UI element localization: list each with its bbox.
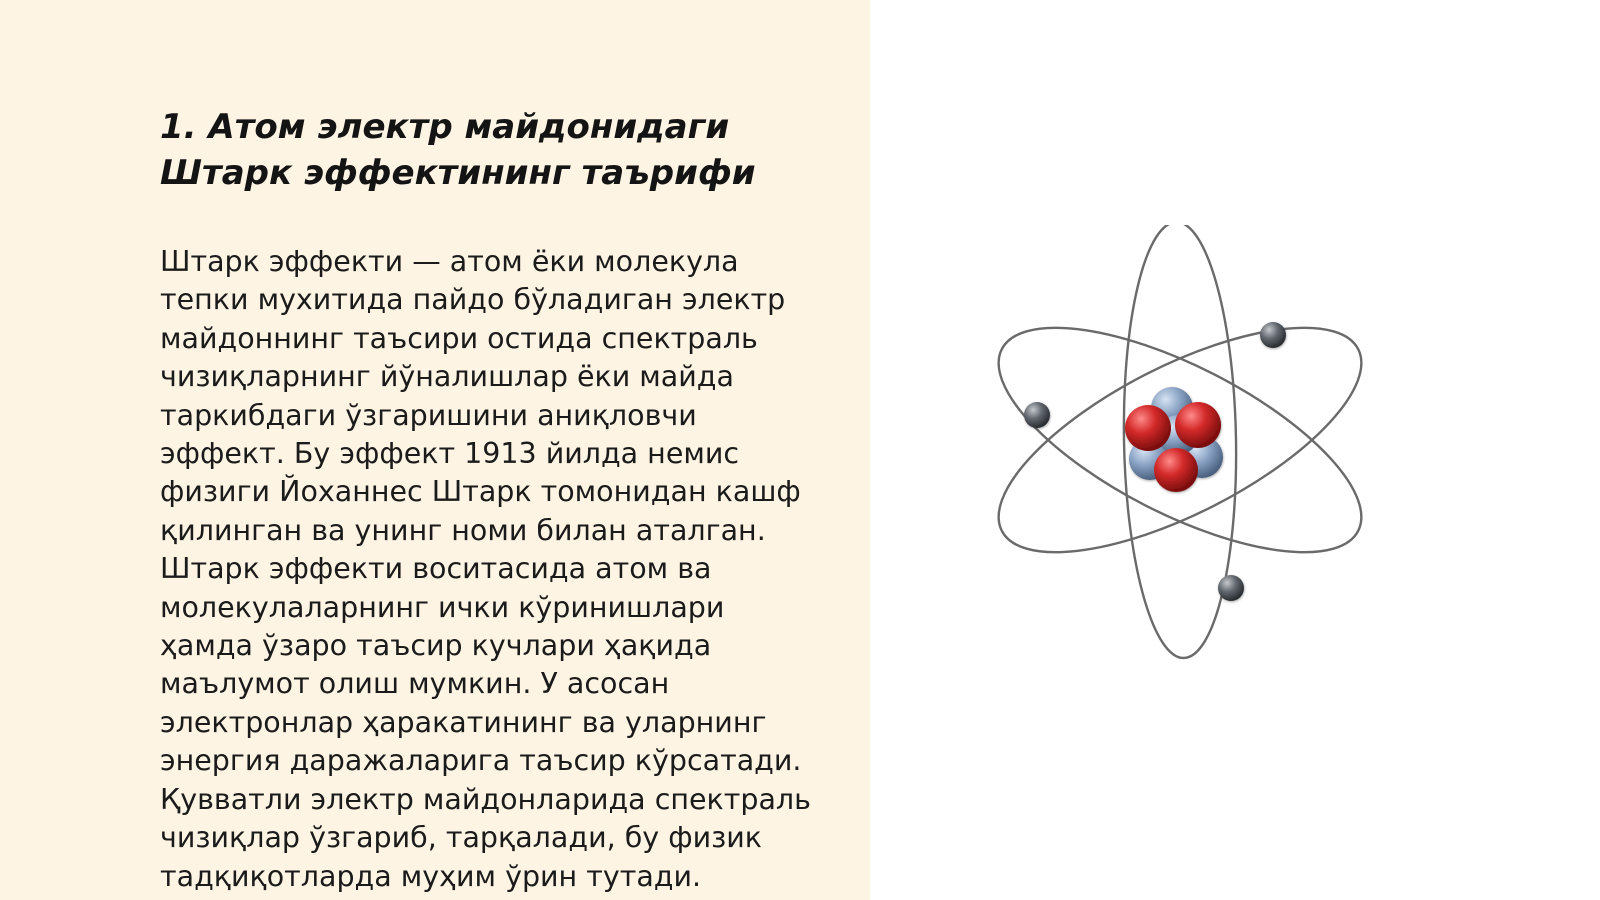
slide-title: 1. Атом электр майдонидаги Штарк эффектининг таърифи	[160, 107, 756, 193]
proton	[1125, 405, 1171, 451]
electron	[1260, 322, 1286, 348]
atom-model-icon	[990, 225, 1390, 675]
proton	[1154, 448, 1198, 492]
slide-body-text: Штарк эффекти — атом ёки молекула тепки мухитида пайдо бўладиган электр майдоннинг таъсири остида спектраль чизиқларнинг йўналишлар ёки майда таркибдаги ўзгаришини аниқловчи эффект. Бу эффект 1913 йилда немис физиги Йоханнес Штарк томонидан кашф қилинган ва унинг номи билан аталган. Штарк эффекти воситасида атом ва молекулаларнинг ички кўринишлари ҳамда ўзаро таъсир кучлари ҳақида маълумот олиш мумкин. У асосан электронлар ҳаракатининг ва уларнинг энергия даражаларига таъсир кўрсатади. Қувватли электр майдонларида спектраль чизиқлар ўзгариб, тарқалади, бу физик тадқиқотларда муҳим ўрин тутади.	[160, 245, 811, 893]
electron	[1024, 402, 1050, 428]
proton	[1175, 402, 1221, 448]
nucleus	[1125, 387, 1223, 492]
electron	[1218, 575, 1244, 601]
